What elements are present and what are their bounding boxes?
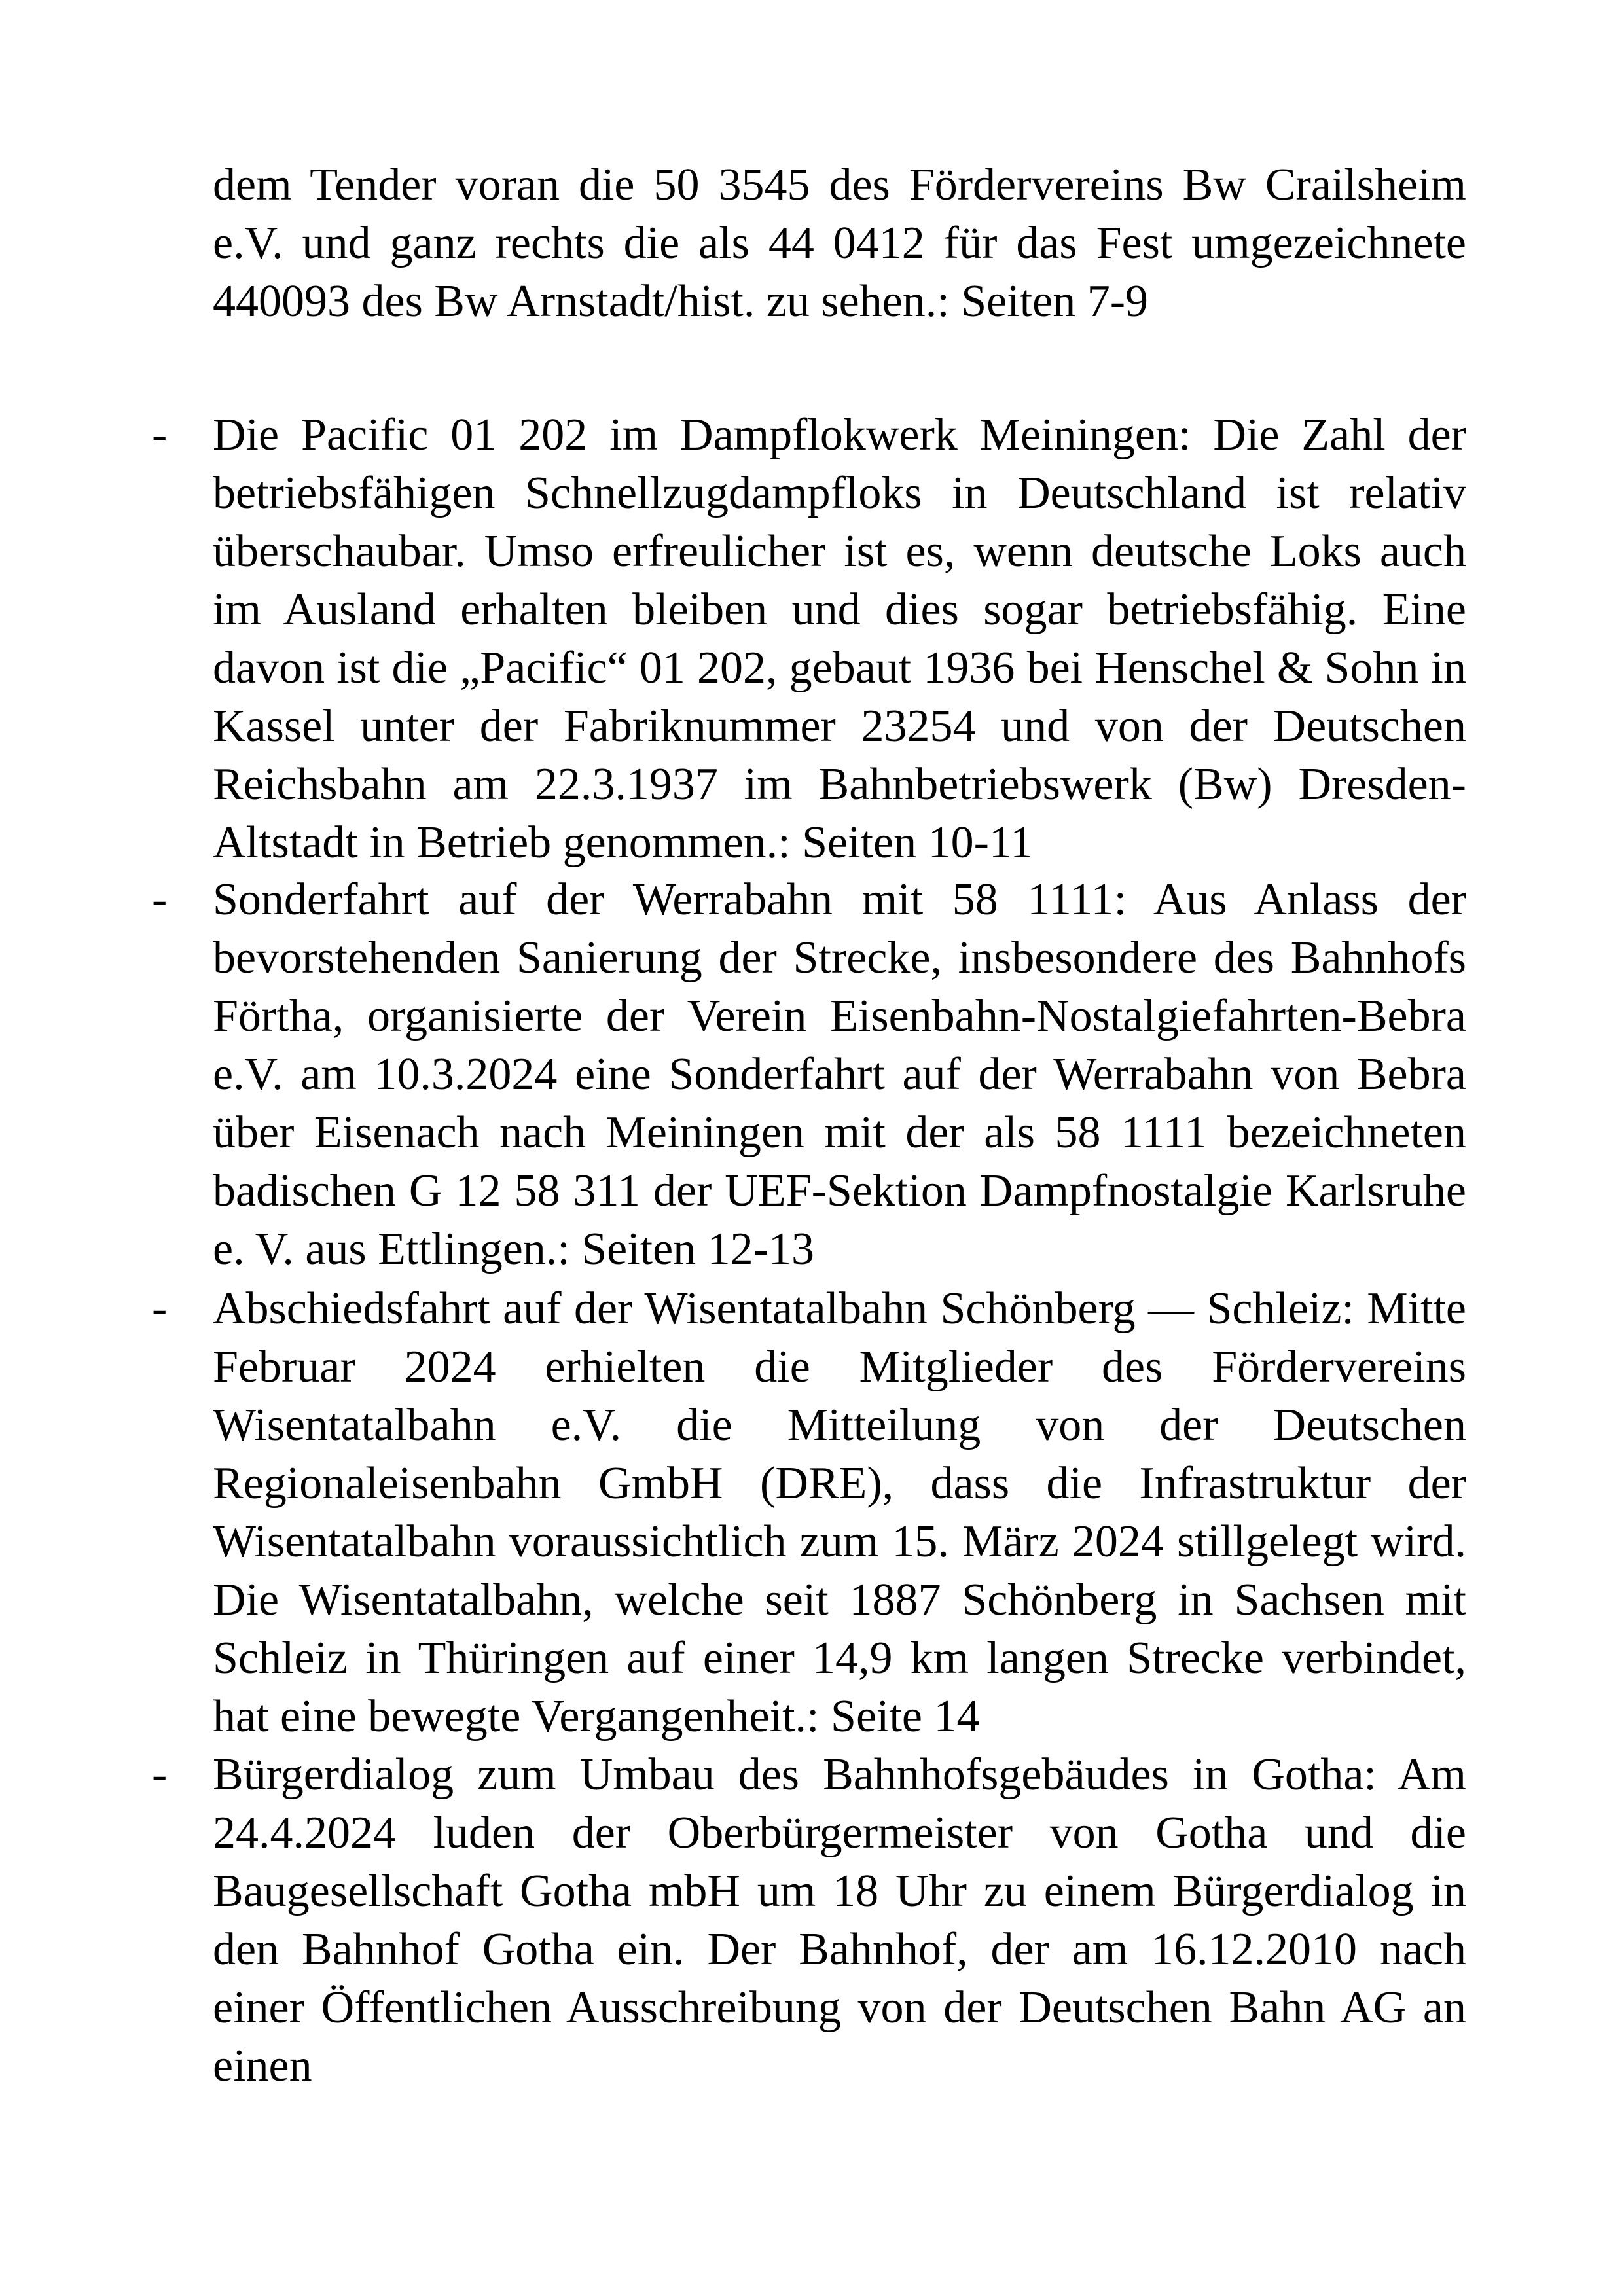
list-item-pacific-01-202: Die Pacific 01 202 im Dampflokwerk Meiningen: Die Zahl der betriebsfähigen Schnellzugdampfloks in Deutschland ist relativ überschaubar. Umso erfreulicher ist es, wenn deutsche Loks auch im Ausland erhalten bleiben und dies sogar betriebsfähig. Eine davon ist die „Pacific“ 01 202, gebaut 1936 bei Henschel & Sohn in Kassel unter der Fabriknummer 23254 und von der Deutschen Reichsbahn am 22.3.1937 im Bahnbetriebswerk (Bw) Dresden-Altstadt in Betrieb genommen.: Seiten 10-11 [213,410,1466,868]
bullet-marker: - [152,1749,168,1800]
bullet-marker: - [152,1283,168,1334]
list-item-buergerdialog-gotha: Bürgerdialog zum Umbau des Bahnhofsgebäudes in Gotha: Am 24.4.2024 luden der Oberbürgermeister von Gotha und die Baugesellschaft Gotha mbH um 18 Uhr zu einem Bürgerdialog in den Bahnhof Gotha ein. Der Bahnhof, der am 16.12.2010 nach einer Öffentlichen Ausschreibung von der Deutschen Bahn AG an einen [213,1749,1466,2091]
list-item-werrabahn-sonderfahrt: Sonderfahrt auf der Werrabahn mit 58 1111: Aus Anlass der bevorstehenden Sanierung der Strecke, insbesondere des Bahnhofs Förtha, organisierte der Verein Eisenbahn-Nostalgiefahrten-Bebra e.V. am 10.3.2024 eine Sonderfahrt auf der Werrabahn von Bebra über Eisenach nach Meiningen mit der als 58 1111 bezeichneten badischen G 12 58 311 der UEF-Sektion Dampfnostalgie Karlsruhe e. V. aus Ettlingen.: Seiten 12-13 [213,874,1466,1274]
bullet-marker: - [152,410,168,460]
continued-paragraph: dem Tender voran die 50 3545 des Fördervereins Bw Crailsheim e.V. und ganz rechts die als 44 0412 für das Fest umgezeichnete 440093 des Bw Arnstadt/hist. zu sehen.: Seiten 7-9 [213,160,1466,327]
list-item-wisentatalbahn-abschiedsfahrt: Abschiedsfahrt auf der Wisentatalbahn Schönberg — Schleiz: Mitte Februar 2024 erhielten die Mitglieder des Fördervereins Wisentatalbahn e.V. die Mitteilung von der Deutschen Regionaleisenbahn GmbH (DRE), dass die Infrastruktur der Wisentatalbahn voraussichtlich zum 15. März 2024 stillgelegt wird. Die Wisentatalbahn, welche seit 1887 Schönberg in Sachsen mit Schleiz in Thüringen auf einer 14,9 km langen Strecke verbindet, hat eine bewegte Vergangenheit.: Seite 14 [213,1283,1466,1742]
bullet-marker: - [152,874,168,925]
